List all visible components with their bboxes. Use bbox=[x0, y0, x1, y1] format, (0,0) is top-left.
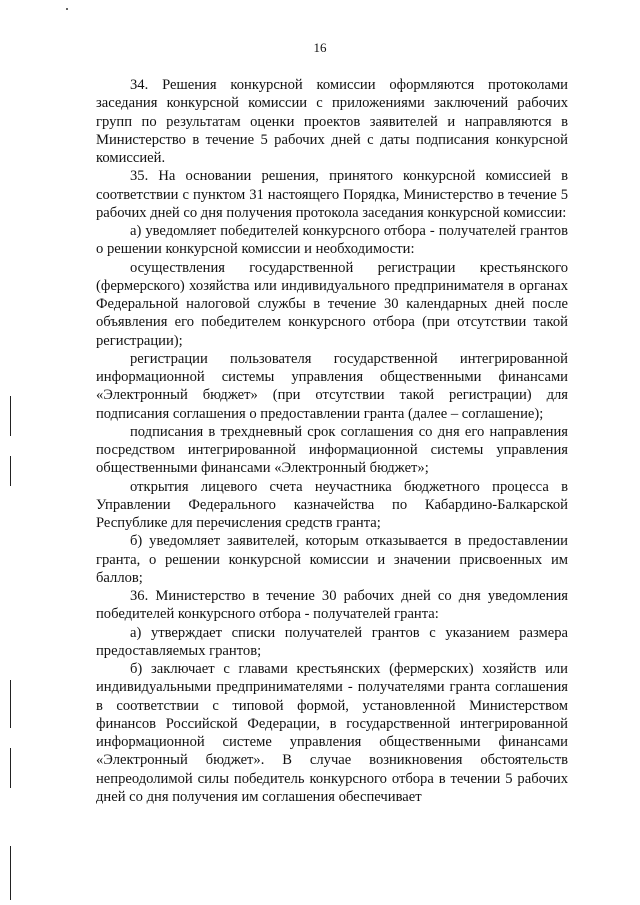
scan-artifact-mark bbox=[10, 396, 11, 436]
paragraph-registration-user: регистрации пользователя государственной интегрированной информационной системы управления общественными финансами «Электронный бюджет» (при отсутствии такой регистрации) для подписания соглашения о предоставлении гранта (далее – соглашение); bbox=[96, 350, 568, 422]
paragraph-34: 34. Решения конкурсной комиссии оформляются протоколами заседания конкурсной комиссии с приложениями заключений рабочих групп по результатам оценки проектов заявителей и направляются в Министерство в течение 5 рабочих дней с даты подписания конкурсной комиссией. bbox=[96, 77, 568, 166]
paragraph-36: 36. Министерство в течение 30 рабочих дней со дня уведомления победителей конкурсного отбора - получателей гранта: bbox=[96, 588, 568, 623]
scan-artifact-dot bbox=[66, 8, 68, 10]
paragraph-account: открытия лицевого счета неучастника бюджетного процесса в Управлении Федерального казначейства по Кабардино-Балкарской Республике для перечисления средств гранта; bbox=[96, 478, 568, 531]
paragraph-35-b: б) уведомляет заявителей, которым отказывается в предоставлении гранта, о решении конкурсной комиссии и значении присвоенных им баллов; bbox=[96, 533, 568, 586]
scan-artifact-mark bbox=[10, 456, 11, 486]
paragraph-35-a: а) уведомляет победителей конкурсного отбора - получателей грантов о решении конкурсной комиссии и необходимости: bbox=[96, 223, 568, 258]
scan-artifact-mark bbox=[10, 680, 11, 728]
scan-artifact-mark bbox=[10, 846, 11, 900]
page-number: 16 bbox=[313, 40, 327, 55]
scan-artifact-mark bbox=[10, 748, 11, 788]
paragraph-35: 35. На основании решения, принятого конкурсной комиссией в соответствии с пунктом 31 настоящего Порядка, Министерство в течение 5 рабочих дней со дня получения протокола заседания конкурсной комиссии: bbox=[96, 168, 568, 221]
paragraph-36-a: а) утверждает списки получателей грантов с указанием размера предоставляемых грантов; bbox=[96, 624, 568, 659]
paragraph-registration-farm: осуществления государственной регистрации крестьянского (фермерского) хозяйства или индивидуального предпринимателя в органах Федеральной налоговой службы в течение 30 календарных дней после объявления его победителем конкурсного отбора (при отсутствии такой регистрации); bbox=[96, 259, 568, 349]
paragraph-36-b: б) заключает с главами крестьянских (фермерских) хозяйств или индивидуальными предпринимателями - получателями гранта соглашения в соответствии с типовой формой, установленной Министерством финансов Российской Федерации, в государственной интегрированной информационной системе управления общественными финансами «Электронный бюджет». В случае возникновения обстоятельств непреодолимой силы победитель конкурсного отбора в течении 5 рабочих дней со дня получения им соглашения обеспечивает bbox=[96, 661, 568, 805]
paragraph-signing: подписания в трехдневный срок соглашения со дня его направления посредством интегрированной информационной системы управления общественными финансами «Электронный бюджет»; bbox=[96, 423, 568, 477]
document-body bbox=[96, 76, 568, 806]
